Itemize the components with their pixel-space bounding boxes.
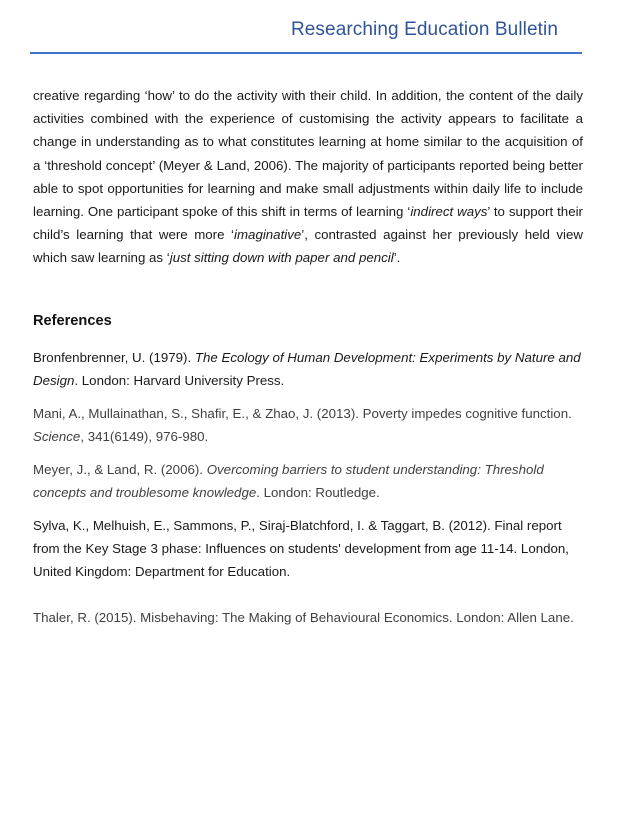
body-text-3: ’, contrasted against her previously held view which saw learning as ‘ [33,227,583,266]
quote-paper-and-pencil: just sitting down with paper and pencil [169,250,394,266]
reference-thaler: Thaler, R. (2015). Misbehaving: The Making of Behavioural Economics. London: Allen Lane. [33,610,574,625]
body-text-2: ’ to support their child’s learning that were more ‘ [33,204,583,243]
body-text-4: ’. [393,250,401,266]
ref-3-publisher: . London: Routledge. [256,485,380,501]
reference-meyer [33,458,589,504]
body-paragraph [33,84,583,270]
ref-2-volume: , 341(6149), 976-980. [80,429,209,445]
quote-imaginative: imaginative [234,227,302,243]
quote-indirect-ways: indirect ways [410,204,488,220]
reference-sylva: Sylva, K., Melhuish, E., Sammons, P., Siraj-Blatchford, I. & Taggart, B. (2012). Final report from the Key Stage 3 phase: Influences on students' development from age 11-14. London, United Kingdom: Department for Education. [33,518,569,580]
bulletin-title: Researching Education Bulletin [290,19,558,40]
ref-1-author: Bronfenbrenner, U. (1979). [33,350,195,365]
ref-1-title: The Ecology of Human Development: Experiments by Nature and Design [33,350,581,389]
reference-mani [33,402,589,448]
references-heading: References [33,313,112,329]
ref-2-journal: Science [33,429,81,445]
ref-3-title: Overcoming barriers to student understanding: Threshold concepts and troublesome knowledge [33,462,544,501]
reference-bronfenbrenner [33,346,589,392]
ref-2-author: Mani, A., Mullainathan, S., Shafir, E., & Zhao, J. (2013). Poverty impedes cognitive function. [33,406,572,421]
body-text-1: creative regarding ‘how’ to do the activity with their child. In addition, the content of the daily activities combined with the experience of customising the activity appears to facilitate a change in understanding as to what constitutes learning at home similar to the acquisition of a ‘threshold concept’ (Meyer & Land, 2006). The majority of participants reported being better able to spot opportunities for learning and make small adjustments within daily life to include learning. One participant spoke of this shift in terms of learning ‘ [33,88,583,220]
ref-1-publisher: . London: Harvard University Press. [74,373,285,389]
header-divider [30,52,582,54]
ref-3-author: Meyer, J., & Land, R. (2006). [33,462,207,477]
